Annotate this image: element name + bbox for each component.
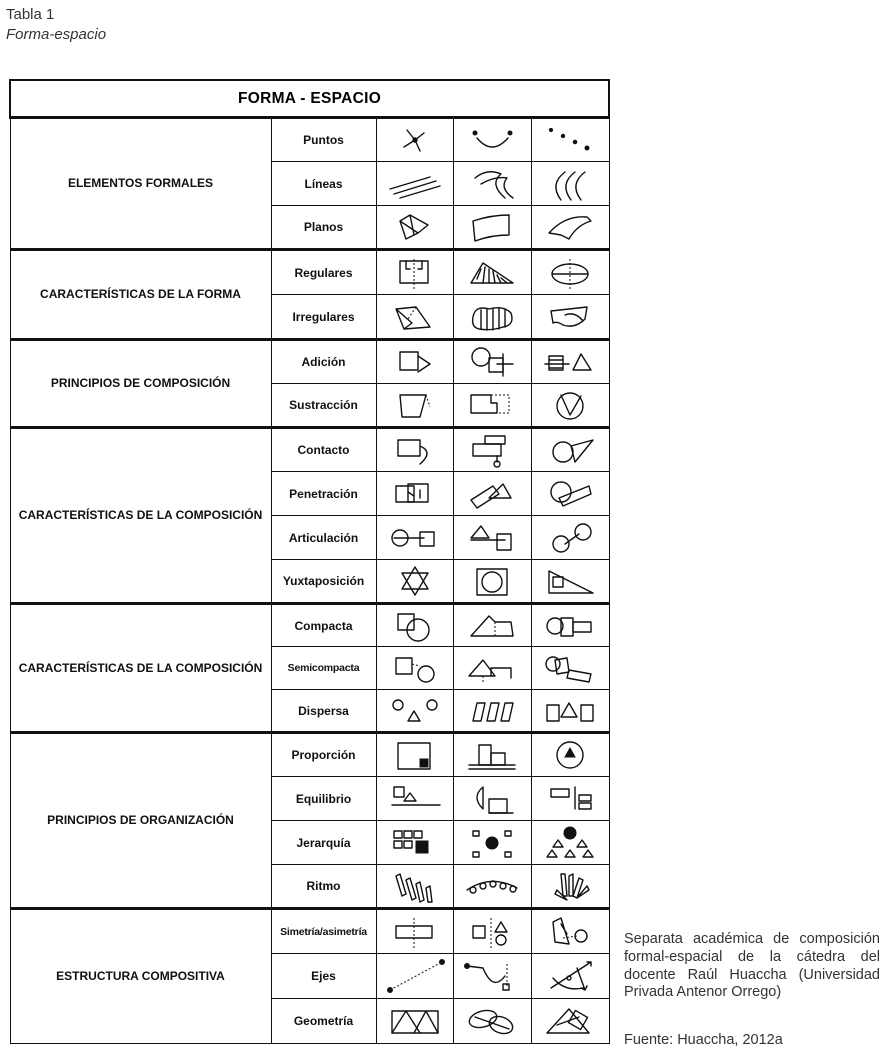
triangle-joined-square-sketch (461, 520, 523, 556)
intersecting-solids-sketch (461, 476, 523, 512)
table-number: Tabla 1 (6, 6, 55, 23)
category-label: CARACTERÍSTICAS DE LA COMPOSICIÓN (10, 428, 271, 604)
subcategory-label: Adición (271, 340, 376, 384)
category-label: ESTRUCTURA COMPOSITIVA (10, 909, 271, 1044)
circle-plus-square-sketch (461, 344, 523, 380)
table-row (10, 909, 609, 954)
overlapping-squares-sketch (384, 476, 446, 512)
arc-lines-sketch (539, 166, 601, 202)
subcategory-label: Simetría/asimetría (271, 909, 376, 954)
circle-joined-square-sketch (384, 520, 446, 556)
subcategory-label: Contacto (271, 428, 376, 472)
subcategory-label: Jerarquía (271, 821, 376, 865)
circle-in-square-sketch (461, 563, 523, 599)
compact-square-circle-sketch (384, 608, 446, 644)
star-of-david-sketch (384, 563, 446, 599)
subcategory-label: Regulares (271, 250, 376, 295)
cut-circle-sketch (539, 387, 601, 423)
linked-circles-sketch (539, 520, 601, 556)
compact-circle-rectangles-sketch (539, 608, 601, 644)
rhythm-fan-sketch (539, 868, 601, 904)
circle-pierced-sketch (539, 476, 601, 512)
geometry-triangles-sketch (384, 1003, 446, 1039)
subcategory-label: Equilibrio (271, 777, 376, 821)
cut-square-sketch (384, 387, 446, 423)
subcategory-label: Compacta (271, 604, 376, 647)
subcategory-label: Articulación (271, 516, 376, 560)
semicompact-rotated-sketch (539, 650, 601, 686)
table-row (10, 340, 609, 384)
table-title: FORMA - ESPACIO (10, 80, 609, 118)
point-smile-sketch (461, 122, 523, 158)
table-caption-title: Forma-espacio (6, 26, 107, 43)
table-row (10, 250, 609, 295)
rhythm-wave-sketch (461, 868, 523, 904)
arrow-axes-sketch (539, 958, 601, 994)
category-label: PRINCIPIOS DE ORGANIZACIÓN (10, 733, 271, 909)
table-row (10, 428, 609, 472)
subcategory-label: Planos (271, 206, 376, 250)
triangle-in-square-sketch (539, 563, 601, 599)
proportion-rectangles-sketch (461, 737, 523, 773)
square-touch-semicircle-sketch (384, 432, 446, 468)
source-reference: Fuente: Huaccha, 2012a (624, 1032, 783, 1048)
hierarchy-center-sketch (461, 825, 523, 861)
dispersed-shapes-sketch (384, 693, 446, 729)
hatched-blob-sketch (461, 299, 523, 335)
category-label: CARACTERÍSTICAS DE LA FORMA (10, 250, 271, 340)
curved-lines-sketch (461, 166, 523, 202)
stacked-rectangles-sketch (461, 432, 523, 468)
source-note: Separata académica de composición formal-espacial de la cátedra del docente Raúl Huaccha (Universidad Privada Antenor Orrego) (624, 931, 880, 1001)
semicompact-square-circle-sketch (384, 650, 446, 686)
geometry-ellipses-sketch (461, 1003, 523, 1039)
category-label: CARACTERÍSTICAS DE LA COMPOSICIÓN (10, 604, 271, 733)
category-label: PRINCIPIOS DE COMPOSICIÓN (10, 340, 271, 428)
symmetry-rectangle-sketch (384, 914, 446, 950)
curved-plane-sketch (539, 209, 601, 245)
proportion-circle-sketch (539, 737, 601, 773)
diagonal-axis-sketch (384, 958, 446, 994)
hatched-triangle-sketch (461, 255, 523, 291)
subcategory-label: Dispersa (271, 690, 376, 733)
hierarchy-grid-sketch (384, 825, 446, 861)
folded-plane-sketch (384, 209, 446, 245)
subcategory-label: Sustracción (271, 384, 376, 428)
hierarchy-pyramid-sketch (539, 825, 601, 861)
symmetric-square-sketch (384, 255, 446, 291)
category-label: ELEMENTOS FORMALES (10, 118, 271, 250)
subcategory-label: Yuxtaposición (271, 560, 376, 604)
balance-rectangles-sketch (539, 781, 601, 817)
compact-triangle-sketch (461, 608, 523, 644)
rhythm-bars-sketch (384, 868, 446, 904)
balance-semicircle-sketch (461, 781, 523, 817)
semicompact-triangles-sketch (461, 650, 523, 686)
point-burst-sketch (384, 122, 446, 158)
subcategory-label: Proporción (271, 733, 376, 777)
curved-axis-sketch (461, 958, 523, 994)
circle-touch-triangle-sketch (539, 432, 601, 468)
table-row (10, 604, 609, 647)
dispersed-square-triangle-sketch (539, 693, 601, 729)
irregular-polygon-sketch (384, 299, 446, 335)
table-row (10, 733, 609, 777)
ellipse-axis-sketch (539, 255, 601, 291)
subcategory-label: Ejes (271, 954, 376, 999)
subcategory-label: Ritmo (271, 865, 376, 909)
forma-espacio-table (9, 79, 610, 1044)
square-plus-triangle-sketch (384, 344, 446, 380)
free-shape-sketch (539, 299, 601, 335)
hatched-plus-triangle-sketch (539, 344, 601, 380)
subcategory-label: Líneas (271, 162, 376, 206)
proportion-square-sketch (384, 737, 446, 773)
warped-plane-sketch (461, 209, 523, 245)
asymmetry-sketch (539, 914, 601, 950)
subcategory-label: Puntos (271, 118, 376, 162)
table-row (10, 118, 609, 162)
balance-square-triangle-sketch (384, 781, 446, 817)
subcategory-label: Geometría (271, 999, 376, 1044)
stepped-subtraction-sketch (461, 387, 523, 423)
subcategory-label: Irregulares (271, 295, 376, 340)
point-sequence-sketch (539, 122, 601, 158)
subcategory-label: Penetración (271, 472, 376, 516)
geometry-rotated-squares-sketch (539, 1003, 601, 1039)
subcategory-label: Semicompacta (271, 647, 376, 690)
symmetry-axis-sketch (461, 914, 523, 950)
parallel-lines-sketch (384, 166, 446, 202)
dispersed-parallelograms-sketch (461, 693, 523, 729)
